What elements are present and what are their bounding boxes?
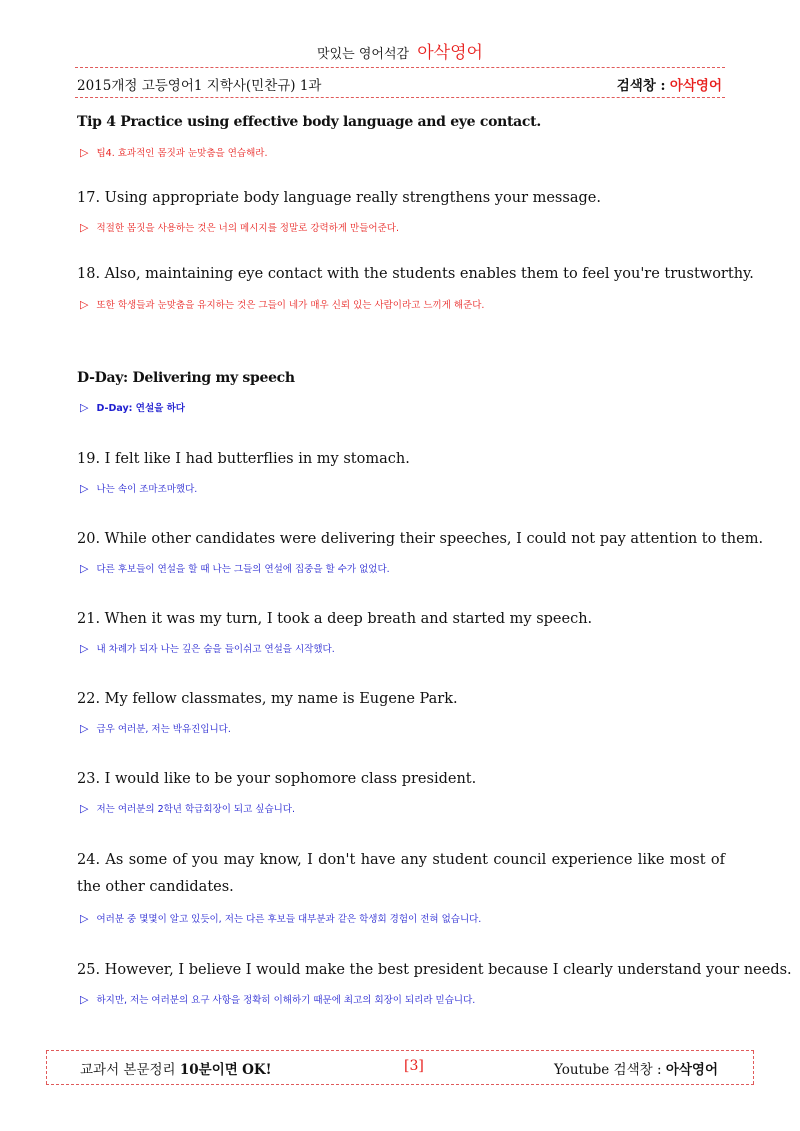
- translation-text: D-Day: 연설을 하다: [96, 403, 185, 414]
- document-header: [77, 74, 724, 96]
- section-heading: Tip 4 Practice using effective body language and eye contact.: [77, 114, 541, 130]
- sentence: 25. However, I believe I would make the best president because I clearly understand your needs.: [77, 962, 792, 978]
- arrow-icon: ▷: [80, 642, 89, 655]
- translation-text: 나는 속이 조마조마했다.: [96, 484, 198, 495]
- footer-search-label: Youtube 검색창 :: [553, 1062, 662, 1078]
- translation-text: 저는 여러분의 2학년 학급회장이 되고 싶습니다.: [96, 804, 295, 815]
- brand-name: 아삭영어: [417, 43, 483, 63]
- page-number: [3]: [404, 1058, 424, 1074]
- arrow-icon: ▷: [80, 562, 89, 575]
- footer-search-value: 아삭영어: [665, 1062, 718, 1078]
- translation-line: [80, 400, 185, 414]
- sentence: 17. Using appropriate body language really strengthens your message.: [77, 190, 601, 206]
- translation-text: 내 차례가 되자 나는 깊은 숨을 들이쉬고 연설을 시작했다.: [96, 644, 335, 655]
- footer-slogan-prefix: 교과서 본문정리: [80, 1062, 176, 1078]
- translation-text: 하지만, 저는 여러분의 요구 사항을 정확히 이해하기 때문에 최고의 회장이 되리라 믿습니다.: [96, 995, 476, 1006]
- header-search: [617, 74, 722, 94]
- sentence: 18. Also, maintaining eye contact with the students enables them to feel you're trustworthy.: [77, 266, 754, 282]
- translation-text: 적절한 몸짓을 사용하는 것은 너의 메시지를 정말로 강력하게 만들어준다.: [96, 223, 399, 234]
- translation-line: [80, 721, 231, 735]
- translation-line: [80, 911, 481, 925]
- sentence: 24. As some of you may know, I don't have any student council experience like most of the other candidates.: [77, 852, 725, 895]
- footer-search: [554, 1058, 718, 1078]
- footer-slogan-ok: OK!: [242, 1062, 272, 1078]
- header-search-value: 아삭영어: [669, 78, 722, 94]
- translation-line: [80, 145, 267, 159]
- brand-title: [0, 38, 800, 63]
- arrow-icon: ▷: [80, 722, 89, 735]
- arrow-icon: ▷: [80, 912, 89, 925]
- translation-line: [80, 220, 399, 234]
- arrow-icon: ▷: [80, 146, 89, 159]
- header-bottom-divider: [75, 97, 725, 98]
- translation-line: [80, 641, 335, 655]
- translation-text: 또한 학생들과 눈맞춤을 유지하는 것은 그들이 네가 매우 신뢰 있는 사람이라고 느끼게 해준다.: [96, 300, 485, 311]
- sentence: 20. While other candidates were delivering their speeches, I could not pay attention to them.: [77, 531, 764, 547]
- footer-slogan-time: 10분이면: [179, 1062, 238, 1078]
- footer-left-border: [46, 1051, 47, 1084]
- arrow-icon: ▷: [80, 482, 89, 495]
- translation-text: 여러분 중 몇몇이 알고 있듯이, 저는 다른 후보들 대부분과 같은 학생회 경험이 전혀 없습니다.: [96, 914, 482, 925]
- sentence: 23. I would like to be your sophomore class president.: [77, 771, 477, 787]
- translation-line: [80, 992, 475, 1006]
- sentence: 19. I felt like I had butterflies in my stomach.: [77, 451, 410, 467]
- translation-line: [80, 561, 390, 575]
- sentence: 21. When it was my turn, I took a deep breath and started my speech.: [77, 611, 593, 627]
- header-top-divider: [75, 67, 725, 68]
- arrow-icon: ▷: [80, 401, 89, 414]
- translation-line: [80, 481, 197, 495]
- arrow-icon: ▷: [80, 221, 89, 234]
- translation-text: 팁4. 효과적인 몸짓과 눈맞춤을 연습해라.: [96, 148, 268, 159]
- arrow-icon: ▷: [80, 298, 89, 311]
- sentence: 22. My fellow classmates, my name is Eugene Park.: [77, 691, 458, 707]
- translation-text: 다른 후보들이 연설을 할 때 나는 그들의 연설에 집중을 할 수가 없었다.: [96, 564, 390, 575]
- footer-right-border: [753, 1051, 754, 1084]
- translation-line: [80, 801, 295, 815]
- document-title: 2015개정 고등영어1 지학사(민찬규) 1과: [77, 78, 322, 94]
- translation-text: 급우 여러분, 저는 박유진입니다.: [96, 724, 231, 735]
- header-search-label: 검색창 :: [616, 78, 666, 94]
- brand-prefix: 맛있는 영어석감: [317, 47, 410, 62]
- translation-line: [80, 297, 484, 311]
- arrow-icon: ▷: [80, 802, 89, 815]
- arrow-icon: ▷: [80, 993, 89, 1006]
- footer-slogan: [80, 1058, 272, 1078]
- section-heading: D-Day: Delivering my speech: [77, 370, 295, 386]
